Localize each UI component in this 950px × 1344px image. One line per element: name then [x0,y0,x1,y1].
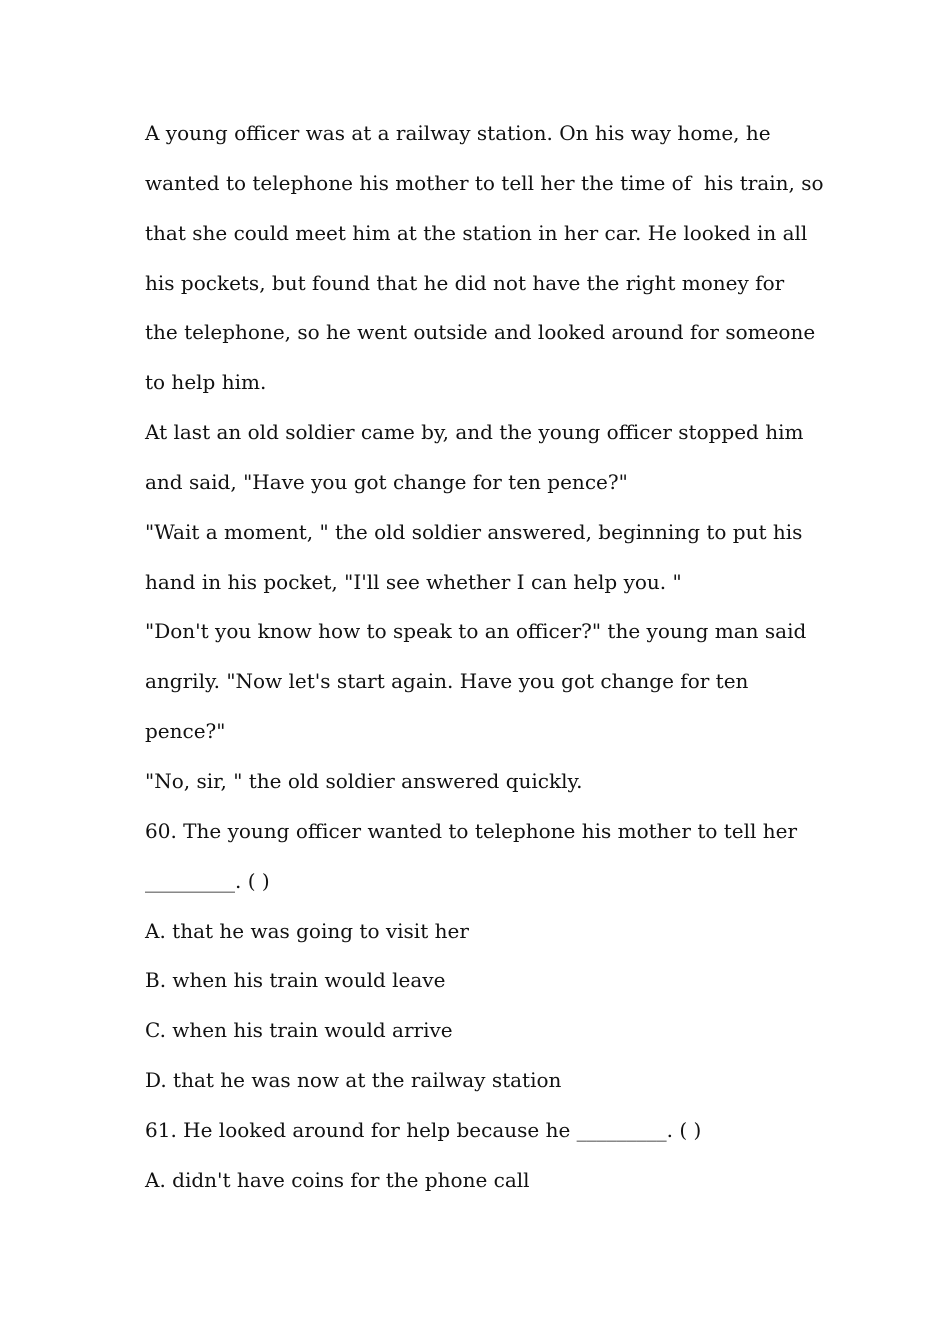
document-content [145,109,825,1206]
question-60-option-d: D. that he was now at the railway station [145,1068,562,1093]
passage-line: that she could meet him at the station in her car. He looked in all [145,220,808,245]
passage-line: to help him. [145,370,267,395]
question-60-blank: _________. ( ) [145,868,270,893]
passage-line: A young officer was at a railway station. On his way home, he [145,121,771,145]
passage-line: "Don't you know how to speak to an officer?" the young man said [145,619,807,644]
passage-line: "Wait a moment, " the old soldier answered, beginning to put his [145,519,803,544]
passage-line: pence?" [145,719,226,744]
question-60 [145,807,825,1106]
question-60-option-b: B. when his train would leave [145,968,446,993]
question-61-stem: 61. He looked around for help because he _________. ( ) [145,1117,702,1142]
passage-line: the telephone, so he went outside and looked around for someone [145,320,816,345]
passage-line: and said, "Have you got change for ten pence?" [145,469,628,494]
reading-passage [145,109,825,807]
question-60-option-c: C. when his train would arrive [145,1018,453,1043]
question-61-option-a: A. didn't have coins for the phone call [145,1167,530,1192]
passage-line: "No, sir, " the old soldier answered quickly. [145,768,583,793]
question-60-option-a: A. that he was going to visit her [145,918,469,943]
passage-line: At last an old soldier came by, and the young officer stopped him [145,420,804,445]
question-60-stem: 60. The young officer wanted to telephone his mother to tell her [145,818,798,843]
passage-line: hand in his pocket, "I'll see whether I can help you. " [145,569,682,594]
passage-line: wanted to telephone his mother to tell her the time of his train, so [145,170,824,195]
passage-line: his pockets, but found that he did not have the right money for [145,270,785,295]
passage-line: angrily. "Now let's start again. Have you got change for ten [145,669,749,694]
question-61 [145,1106,825,1206]
